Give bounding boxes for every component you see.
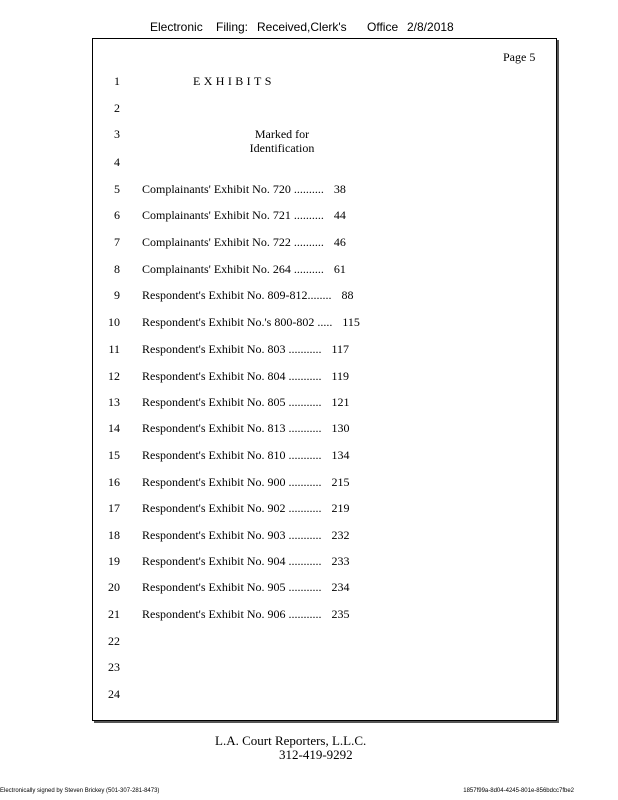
exhibit-entry [142, 421, 350, 435]
line-number: 16 [108, 475, 120, 489]
exhibit-page-ref: 232 [331, 528, 350, 542]
exhibit-description: Respondent's Exhibit No. 803 ........... [142, 342, 322, 356]
exhibit-entry [142, 501, 350, 515]
line-number: 1 [114, 74, 120, 88]
line-number: 23 [108, 660, 120, 674]
line-number: 15 [108, 448, 120, 462]
line-number: 12 [108, 369, 120, 383]
line-number: 9 [114, 288, 120, 302]
exhibit-entry [142, 369, 349, 383]
marked-for-identification-header [232, 127, 332, 155]
exhibit-description: Respondent's Exhibit No. 805 ........... [142, 395, 322, 409]
exhibit-description: Complainants' Exhibit No. 721 .......... [142, 208, 324, 222]
exhibit-description: Respondent's Exhibit No. 902 ........... [142, 501, 322, 515]
exhibit-entry [142, 315, 360, 329]
exhibit-description: Complainants' Exhibit No. 264 .......... [142, 262, 324, 276]
exhibit-page-ref: 219 [331, 501, 350, 515]
exhibit-description: Respondent's Exhibit No. 906 ........... [142, 607, 322, 621]
line-number: 19 [108, 554, 120, 568]
exhibit-page-ref: 130 [331, 421, 350, 435]
exhibit-description: Respondent's Exhibit No. 810 ........... [142, 448, 322, 462]
stamp-office: Office [367, 20, 399, 34]
stamp-date: 2/8/2018 [407, 20, 454, 34]
stamp-filing: Filing: [216, 20, 249, 34]
line-number: 8 [114, 262, 120, 276]
line-number: 6 [114, 208, 120, 222]
exhibit-page-ref: 115 [342, 315, 360, 329]
exhibit-entry [142, 262, 346, 276]
exhibit-page-ref: 134 [331, 448, 350, 462]
line-number: 14 [108, 421, 120, 435]
electronic-signature-note: Electronically signed by Steven Brickey (501-307-281-8473) [0, 788, 160, 794]
line-number: 13 [108, 395, 120, 409]
exhibit-description: Respondent's Exhibit No. 903 ........... [142, 528, 322, 542]
exhibit-entry [142, 448, 350, 462]
exhibit-entry [142, 288, 354, 302]
exhibit-entry [142, 528, 350, 542]
exhibit-entry [142, 342, 349, 356]
exhibit-page-ref: 38 [333, 182, 346, 196]
exhibit-entry [142, 554, 350, 568]
exhibit-description: Respondent's Exhibit No. 904 ........... [142, 554, 322, 568]
exhibit-description: Respondent's Exhibit No. 900 ........... [142, 475, 322, 489]
exhibit-page-ref: 215 [331, 475, 350, 489]
line-number: 17 [108, 501, 120, 515]
line-number: 18 [108, 528, 120, 542]
line-number: 10 [108, 315, 120, 329]
line-number: 22 [108, 634, 120, 648]
exhibit-entry [142, 208, 346, 222]
exhibit-page-ref: 119 [331, 369, 350, 383]
line-number: 20 [108, 580, 120, 594]
exhibit-entry [142, 475, 350, 489]
exhibit-description: Respondent's Exhibit No.'s 800-802 ..... [142, 315, 333, 329]
exhibits-heading: EXHIBITS [193, 74, 275, 88]
reporter-company: L.A. Court Reporters, L.L.C. [215, 733, 367, 748]
filing-stamp [0, 20, 618, 38]
exhibit-page-ref: 61 [333, 262, 346, 276]
exhibit-description: Complainants' Exhibit No. 722 .......... [142, 235, 324, 249]
line-number: 11 [108, 342, 120, 356]
exhibit-page-ref: 121 [331, 395, 350, 409]
line-number: 7 [114, 235, 120, 249]
line-number: 24 [108, 687, 120, 701]
exhibit-description: Respondent's Exhibit No. 813 ........... [142, 421, 322, 435]
exhibit-entry [142, 395, 350, 409]
document-hash: 1857f99a-8d04-4245-801e-856bdcc7fbe2 [463, 788, 574, 794]
column-header-line2: Identification [249, 141, 315, 155]
exhibit-entry [142, 235, 346, 249]
exhibit-page-ref: 46 [333, 235, 346, 249]
line-number: 4 [114, 155, 120, 169]
column-header-line1: Marked for [254, 127, 310, 141]
exhibit-description: Respondent's Exhibit No. 905 ........... [142, 580, 322, 594]
stamp-electronic: Electronic [150, 20, 203, 34]
exhibit-page-ref: 117 [331, 342, 350, 356]
exhibit-description: Respondent's Exhibit No. 804 ........... [142, 369, 322, 383]
stamp-received: Received,Clerk's [257, 20, 347, 34]
exhibit-page-ref: 233 [331, 554, 350, 568]
line-number: 3 [114, 127, 120, 141]
exhibit-description: Complainants' Exhibit No. 720 .......... [142, 182, 324, 196]
exhibit-page-ref: 44 [333, 208, 346, 222]
page-number: Page 5 [503, 50, 536, 64]
line-number: 2 [114, 101, 120, 115]
exhibit-page-ref: 235 [331, 607, 350, 621]
line-number: 21 [108, 607, 120, 621]
exhibit-entry [142, 607, 350, 621]
exhibit-description: Respondent's Exhibit No. 809-812........ [142, 288, 332, 302]
line-number: 5 [114, 182, 120, 196]
reporter-phone: 312-419-9292 [279, 747, 353, 762]
exhibit-entry [142, 182, 346, 196]
exhibit-entry [142, 580, 350, 594]
exhibit-page-ref: 234 [331, 580, 350, 594]
exhibit-page-ref: 88 [341, 288, 354, 302]
